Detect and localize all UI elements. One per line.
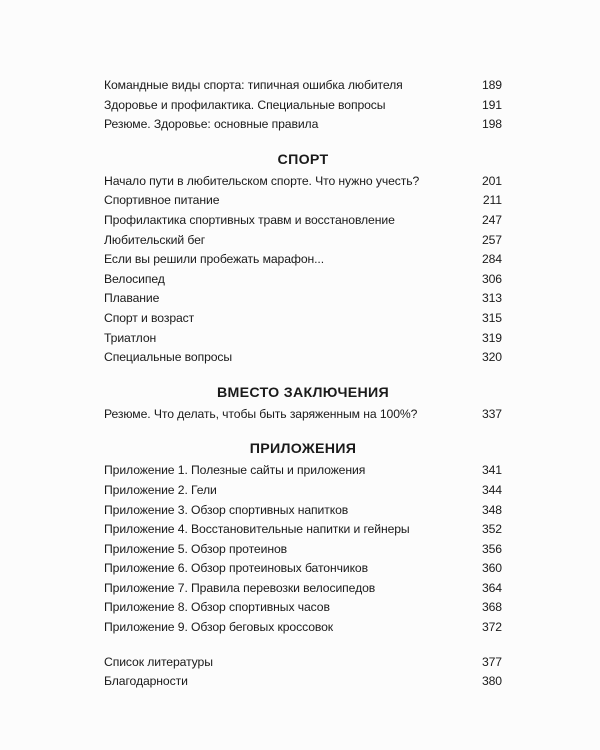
table-of-contents [104,78,502,694]
toc-entry-title: Приложение 6. Обзор протеиновых батончиков [104,561,368,576]
toc-entry [104,213,502,233]
toc-entry [104,542,502,562]
toc-entry [104,655,502,675]
toc-entry-title: Специальные вопросы [104,350,233,365]
toc-entry [104,252,502,272]
toc-entry [104,233,502,253]
toc-entry-title: Профилактика спортивных травм и восстановление [104,212,395,227]
section-heading-appendices: ПРИЛОЖЕНИЯ [249,441,357,458]
toc-entry-page: 191 [481,97,502,112]
toc-entry [104,600,502,620]
toc-entry-page: 352 [481,522,502,537]
toc-entry-page: 337 [481,406,502,421]
toc-entry-title: Благодарности [104,674,188,689]
toc-entry-title: Приложение 5. Обзор протеинов [104,541,288,556]
toc-entry-title: Приложение 2. Гели [104,482,217,497]
toc-group-sport [104,174,502,370]
toc-entry-page: 380 [481,674,502,689]
toc-entry [104,561,502,581]
toc-entry-title: Приложение 8. Обзор спортивных часов [104,600,330,615]
toc-entry-page: 201 [481,173,502,188]
toc-entry-title: Если вы решили пробежать марафон... [104,252,324,267]
toc-entry-page: 247 [481,212,502,227]
toc-entry-page: 319 [481,330,502,345]
toc-entry-title: Приложение 4. Восстановительные напитки и гейнеры [104,522,410,537]
toc-entry-page: 341 [481,463,502,478]
toc-entry [104,522,502,542]
toc-entry-title: Резюме. Что делать, чтобы быть заряженным на 100%? [104,406,418,421]
toc-entry [104,581,502,601]
toc-entry [104,272,502,292]
toc-entry [104,463,502,483]
toc-group-conclusion [104,407,502,427]
toc-entry [104,483,502,503]
toc-entry-page: 198 [481,117,502,132]
toc-entry [104,620,502,640]
toc-group-top [104,78,502,137]
toc-entry-page: 377 [481,654,502,669]
toc-entry-page: 320 [481,350,502,365]
toc-entry-title: Плавание [104,291,160,306]
toc-entry-page: 189 [481,78,502,92]
toc-entry-title: Спорт и возраст [104,310,195,325]
toc-entry-title: Начало пути в любительском спорте. Что нужно учесть? [104,173,420,188]
toc-entry-title: Резюме. Здоровье: основные правила [104,117,319,132]
toc-entry-title: Велосипед [104,271,165,286]
toc-entry-title: Приложение 3. Обзор спортивных напитков [104,502,349,517]
toc-entry-page: 313 [481,291,502,306]
section-heading-conclusion: ВМЕСТО ЗАКЛЮЧЕНИЯ [216,384,390,401]
toc-entry [104,331,502,351]
toc-entry [104,407,502,427]
toc-entry-title: Триатлон [104,330,157,345]
toc-entry [104,311,502,331]
toc-entry-page: 306 [481,271,502,286]
toc-entry [104,503,502,523]
toc-entry-page: 211 [482,193,502,208]
toc-entry-title: Список литературы [104,654,213,669]
toc-entry-page: 315 [481,310,502,325]
toc-entry [104,174,502,194]
toc-entry-page: 257 [481,232,502,247]
toc-entry [104,78,502,98]
toc-entry-title: Приложение 7. Правила перевозки велосипедов [104,580,376,595]
toc-entry [104,117,502,137]
toc-group-appendices [104,463,502,639]
toc-entry [104,98,502,118]
toc-entry [104,350,502,370]
toc-entry-title: Приложение 1. Полезные сайты и приложения [104,463,366,478]
toc-entry-page: 372 [481,620,502,635]
toc-entry-title: Спортивное питание [104,193,220,208]
toc-entry-page: 368 [481,600,502,615]
toc-entry-title: Любительский бег [104,232,206,247]
toc-entry [104,193,502,213]
toc-entry-page: 364 [481,580,502,595]
toc-entry-page: 348 [481,502,502,517]
toc-group-bottom [104,655,502,694]
toc-entry-page: 360 [481,561,502,576]
toc-entry [104,291,502,311]
toc-entry-page: 284 [481,252,502,267]
toc-entry-title: Здоровье и профилактика. Специальные вопросы [104,97,386,112]
section-heading-sport: СПОРТ [277,151,329,168]
toc-entry-title: Приложение 9. Обзор беговых кроссовок [104,620,334,635]
toc-entry-page: 344 [481,482,502,497]
toc-entry-page: 356 [481,541,502,556]
toc-entry [104,674,502,694]
toc-entry-title: Командные виды спорта: типичная ошибка любителя [104,78,403,92]
